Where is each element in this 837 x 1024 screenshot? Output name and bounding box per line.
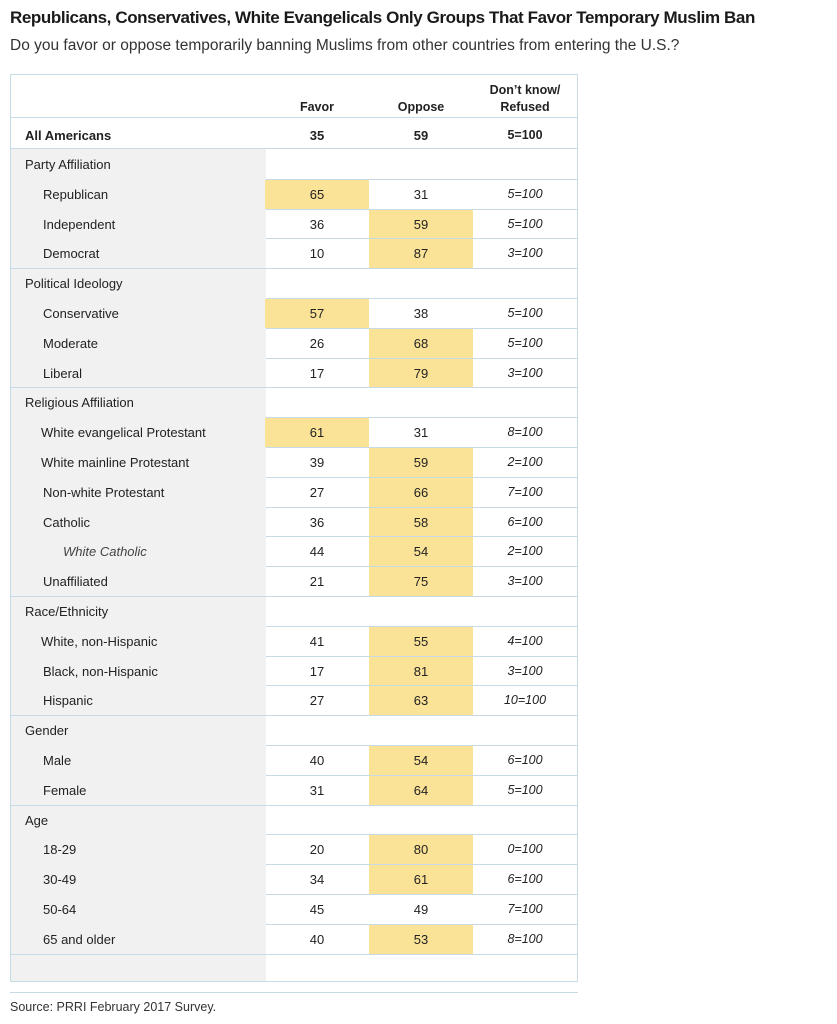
total-row [11,121,577,151]
table-row [11,627,577,657]
dont-know-value: 6=100 [507,514,543,529]
row-label: Unaffiliated [43,574,108,590]
row-label: 18-29 [43,842,77,858]
oppose-value: 31 [413,425,429,441]
dont-know-value: 4=100 [507,633,543,648]
group-heading: Religious Affiliation [25,395,134,411]
table-row [11,657,577,687]
total-divider [11,148,577,149]
favor-value: 10 [309,246,325,262]
group-heading-row [11,806,577,836]
total-dont-know: 5=100 [507,128,543,142]
favor-value: 20 [309,842,325,858]
row-label: Independent [43,216,116,232]
favor-value: 44 [309,544,325,560]
row-label: Hispanic [43,693,93,709]
oppose-value: 59 [369,448,473,477]
group-heading: Race/Ethnicity [25,604,109,619]
oppose-value: 38 [413,306,429,321]
group-heading-row [11,716,577,746]
group-heading: Gender [25,723,69,739]
oppose-value: 31 [413,186,429,202]
dont-know-value: 5=100 [507,186,543,201]
group-heading-row [11,597,577,627]
dont-know-value: 6=100 [507,753,543,767]
favor-value: 36 [309,216,325,232]
chart-title: Republicans, Conservatives, White Evangelicals Only Groups That Favor Temporary Muslim Ban [10,8,755,27]
dont-know-value: 7=100 [507,902,543,916]
table-row [11,537,577,567]
dont-know-value: 2=100 [507,455,543,469]
dont-know-value: 3=100 [507,574,543,589]
favor-value: 61 [265,418,369,447]
chart-subtitle: Do you favor or oppose temporarily banning Muslims from other countries from entering the U.S.? [10,37,680,54]
column-header-dont-know-line1: Don’t know/ [489,83,561,97]
row-label: Conservative [43,306,119,321]
table-row [11,508,577,538]
row-label: Female [43,782,87,798]
favor-value: 27 [309,693,325,709]
group-heading: Party Affiliation [25,157,111,172]
dont-know-value: 2=100 [507,544,543,559]
total-label: All Americans [25,128,112,143]
oppose-value: 80 [369,835,473,864]
dont-know-value: 6=100 [507,872,543,887]
favor-value: 26 [309,335,325,351]
row-label: Catholic [43,514,90,530]
row-label: White, non-Hispanic [41,633,158,649]
oppose-value: 87 [369,239,473,268]
row-label: Democrat [43,246,100,262]
oppose-value: 68 [369,329,473,358]
row-label: Male [43,753,72,768]
table-row [11,299,577,329]
dont-know-value: 10=100 [503,693,547,708]
dont-know-value: 3=100 [507,663,543,678]
table-row [11,835,577,865]
oppose-value: 58 [369,508,473,537]
dont-know-value: 5=100 [507,216,543,231]
favor-value: 57 [265,299,369,328]
source-note: Source: PRRI February 2017 Survey. [10,1000,217,1014]
oppose-value: 81 [369,657,473,686]
oppose-value: 55 [369,627,473,656]
oppose-value: 54 [369,537,473,566]
group-heading-row [11,269,577,299]
row-label: White Catholic [63,544,147,560]
favor-value: 17 [309,365,325,381]
dont-know-value: 8=100 [507,931,543,946]
oppose-value: 59 [369,210,473,239]
table-row [11,895,577,925]
favor-value: 40 [309,931,325,947]
oppose-value: 66 [369,478,473,507]
dont-know-value: 5=100 [507,306,543,320]
table-row [11,865,577,895]
dont-know-value: 7=100 [507,484,543,499]
row-label: 65 and older [43,931,116,947]
row-label: Non-white Protestant [43,484,165,500]
group-heading-row [11,388,577,418]
table-row [11,239,577,269]
column-header-oppose: Oppose [397,100,445,114]
table-row [11,359,577,389]
row-label: White mainline Protestant [41,455,190,470]
dont-know-value: 5=100 [507,782,543,797]
total-oppose: 59 [413,128,429,143]
oppose-value: 64 [369,776,473,805]
favor-value: 21 [309,574,325,590]
oppose-value: 75 [369,567,473,596]
row-label: 50-64 [43,902,77,917]
table-row [11,329,577,359]
table-row [11,418,577,448]
favor-value: 31 [309,782,325,798]
total-favor: 35 [309,128,325,143]
favor-value: 40 [309,753,325,768]
favor-value: 34 [309,872,325,888]
source-divider [10,992,578,993]
row-label: Moderate [43,335,98,351]
row-divider [11,954,577,955]
row-label: Republican [43,186,109,202]
favor-value: 65 [265,180,369,209]
survey-table [10,74,578,982]
row-label: Black, non-Hispanic [43,663,158,679]
oppose-value: 61 [369,865,473,894]
row-label: 30-49 [43,872,77,888]
oppose-value: 49 [413,902,429,917]
favor-value: 39 [309,455,325,470]
dont-know-value: 5=100 [507,335,543,350]
table-row [11,776,577,806]
favor-value: 36 [309,514,325,530]
column-header-dont-know-line2: Refused [500,100,550,114]
oppose-value: 53 [369,925,473,954]
dont-know-value: 0=100 [507,842,543,857]
row-label: White evangelical Protestant [41,425,206,441]
favor-value: 17 [309,663,325,679]
oppose-value: 63 [369,686,473,715]
table-row [11,746,577,776]
table-row [11,478,577,508]
favor-value: 41 [309,633,325,649]
table-row [11,686,577,716]
column-header-favor: Favor [299,100,335,114]
table-row [11,925,577,955]
table-row [11,448,577,478]
column-header-dont-know [473,82,577,116]
oppose-value: 54 [369,746,473,775]
table-row [11,180,577,210]
table-row [11,210,577,240]
group-heading: Age [25,812,49,828]
table-row [11,567,577,597]
group-heading: Political Ideology [25,276,123,292]
header-divider [11,117,577,118]
dont-know-value: 8=100 [507,425,543,440]
row-label: Liberal [43,365,83,381]
dont-know-value: 3=100 [507,365,543,380]
favor-value: 27 [309,484,325,500]
dont-know-value: 3=100 [507,246,543,261]
favor-value: 45 [309,902,325,917]
oppose-value: 79 [369,359,473,388]
group-heading-row [11,150,577,180]
